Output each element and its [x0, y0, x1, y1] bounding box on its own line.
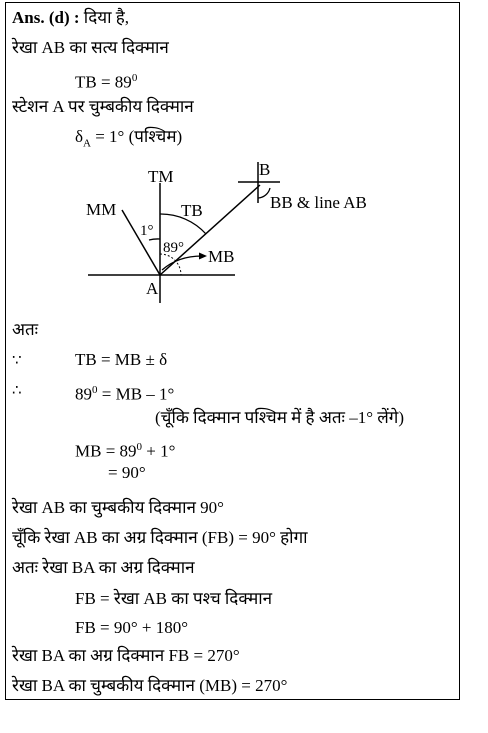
line-mb-sum: MB = $89^0 + 1^\circ$: [75, 441, 176, 461]
line-tb-equation: TB = MB ± δ: [75, 350, 168, 369]
line-tb-value: TB = $89^0$: [75, 72, 138, 92]
eighty-nine-label: 89°: [163, 240, 184, 256]
line-declination-value: $\delta_A = 1^\circ$ (पश्चिम): [75, 127, 183, 150]
line-true-bearing-title: रेखा AB का सत्य दिक्मान: [12, 38, 169, 57]
line-mb-equation: $89^0$ = MB – 1°: [75, 384, 175, 404]
line-fb-sum: FB = 90° + 180°: [75, 618, 189, 637]
declination-arc: [149, 239, 160, 240]
mb-label: MB: [208, 247, 235, 266]
line-ba-fore-title: अतः रेखा BA का अग्र दिक्मान: [12, 558, 195, 577]
bearing-diagram: [80, 158, 400, 303]
line-ab-fore-bearing: चूँकि रेखा AB का अग्र दिक्मान (FB) = 90° होगा: [12, 528, 308, 547]
line-therefore: ∴: [12, 381, 22, 399]
b-label: B: [259, 160, 271, 179]
given-text: दिया है,: [83, 8, 130, 27]
line-since: ∵: [12, 351, 22, 369]
line-west-note: (चूँकि दिक्मान पश्चिम में है अतः –1° लेंगे): [155, 408, 404, 427]
magnetic-meridian-line: [122, 210, 160, 275]
tm-label: TM: [148, 167, 174, 186]
b-bearing-arc: [258, 188, 270, 198]
one-degree-label: 1°: [140, 223, 154, 239]
line-hence: अतः: [12, 320, 39, 339]
line-mb-result: = 90°: [108, 463, 146, 482]
line-ba-magnetic-result: रेखा BA का चुम्बकीय दिक्मान (MB) = 270°: [12, 676, 288, 695]
answer-header: [12, 8, 129, 28]
mb-arrow-head: [199, 253, 207, 260]
line-station-declination-title: स्टेशन A पर चुम्बकीय दिक्मान: [12, 97, 194, 116]
bb-label: BB & line AB: [270, 193, 367, 212]
a-label: A: [146, 279, 159, 298]
mm-label: MM: [86, 200, 117, 219]
line-ba-fore-result: रेखा BA का अग्र दिक्मान FB = 270°: [12, 646, 240, 665]
tb-label: TB: [181, 201, 203, 220]
answer-label: Ans. (d) :: [12, 8, 80, 27]
line-fb-back-bearing: FB = रेखा AB का पश्च दिक्मान: [75, 589, 273, 608]
line-ab-magnetic-bearing: रेखा AB का चुम्बकीय दिक्मान 90°: [12, 498, 224, 517]
